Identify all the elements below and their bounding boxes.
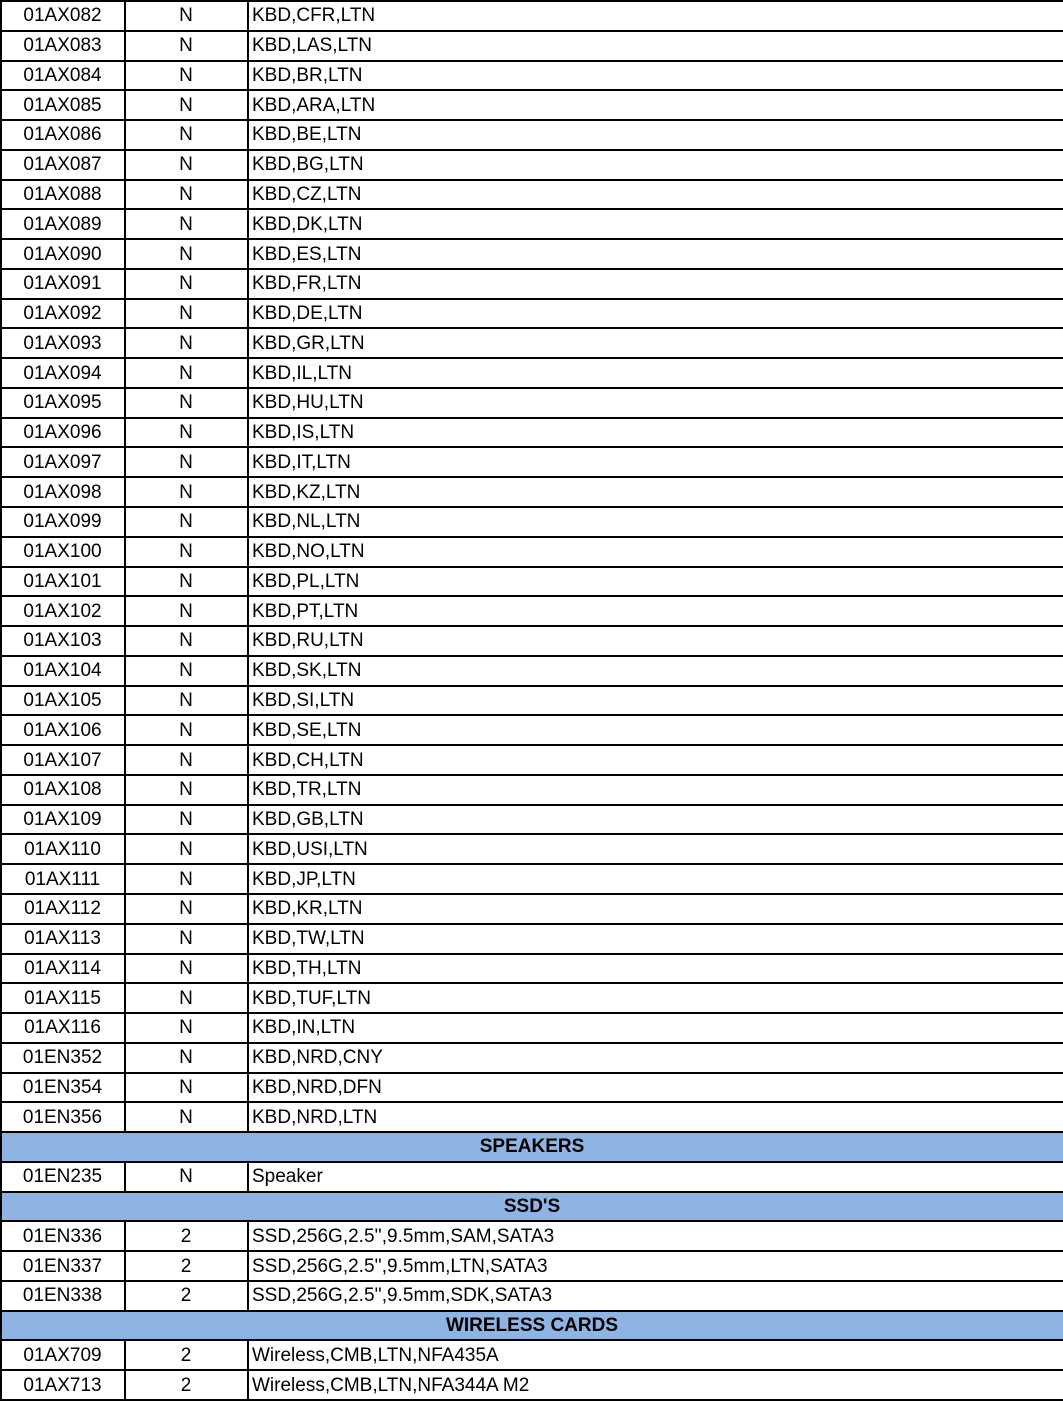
- part-number-cell: 01AX095: [1, 388, 125, 418]
- quantity-cell: N: [125, 90, 248, 120]
- part-number-cell: 01AX108: [1, 775, 125, 805]
- description-cell: SSD,256G,2.5'',9.5mm,SDK,SATA3: [248, 1281, 1063, 1311]
- description-cell: KBD,IS,LTN: [248, 418, 1063, 448]
- quantity-cell: N: [125, 626, 248, 656]
- section-title: SSD'S: [1, 1192, 1063, 1222]
- quantity-cell: N: [125, 180, 248, 210]
- description-cell: KBD,TW,LTN: [248, 924, 1063, 954]
- table-row: [1, 626, 1063, 656]
- description-cell: KBD,ARA,LTN: [248, 90, 1063, 120]
- part-number-cell: 01AX111: [1, 864, 125, 894]
- part-number-cell: 01EN356: [1, 1102, 125, 1132]
- quantity-cell: N: [125, 150, 248, 180]
- part-number-cell: 01AX107: [1, 745, 125, 775]
- part-number-cell: 01AX104: [1, 656, 125, 686]
- description-cell: KBD,DK,LTN: [248, 209, 1063, 239]
- section-header-row: [1, 1311, 1063, 1341]
- part-number-cell: 01AX097: [1, 447, 125, 477]
- description-cell: KBD,JP,LTN: [248, 864, 1063, 894]
- table-row: [1, 1013, 1063, 1043]
- quantity-cell: 2: [125, 1221, 248, 1251]
- quantity-cell: N: [125, 507, 248, 537]
- table-row: [1, 1162, 1063, 1192]
- section-title: SPEAKERS: [1, 1132, 1063, 1162]
- table-row: [1, 1, 1063, 31]
- description-cell: KBD,CZ,LTN: [248, 180, 1063, 210]
- table-row: [1, 686, 1063, 716]
- description-cell: KBD,LAS,LTN: [248, 31, 1063, 61]
- quantity-cell: N: [125, 537, 248, 567]
- part-number-cell: 01AX103: [1, 626, 125, 656]
- description-cell: KBD,BR,LTN: [248, 61, 1063, 91]
- part-number-cell: 01AX088: [1, 180, 125, 210]
- quantity-cell: N: [125, 1102, 248, 1132]
- part-number-cell: 01EN337: [1, 1251, 125, 1281]
- quantity-cell: N: [125, 269, 248, 299]
- quantity-cell: N: [125, 864, 248, 894]
- part-number-cell: 01AX087: [1, 150, 125, 180]
- description-cell: KBD,SI,LTN: [248, 686, 1063, 716]
- part-number-cell: 01AX094: [1, 358, 125, 388]
- part-number-cell: 01EN338: [1, 1281, 125, 1311]
- description-cell: KBD,GR,LTN: [248, 328, 1063, 358]
- part-number-cell: 01AX099: [1, 507, 125, 537]
- description-cell: KBD,KZ,LTN: [248, 477, 1063, 507]
- table-row: [1, 537, 1063, 567]
- quantity-cell: N: [125, 388, 248, 418]
- description-cell: Wireless,CMB,LTN,NFA344A M2: [248, 1370, 1063, 1400]
- quantity-cell: N: [125, 1073, 248, 1103]
- table-row: [1, 1281, 1063, 1311]
- table-row: [1, 239, 1063, 269]
- part-number-cell: 01AX110: [1, 834, 125, 864]
- description-cell: KBD,GB,LTN: [248, 805, 1063, 835]
- parts-table-body: [1, 1, 1063, 1400]
- quantity-cell: N: [125, 299, 248, 329]
- description-cell: KBD,DE,LTN: [248, 299, 1063, 329]
- part-number-cell: 01AX100: [1, 537, 125, 567]
- table-row: [1, 269, 1063, 299]
- table-row: [1, 328, 1063, 358]
- table-row: [1, 715, 1063, 745]
- section-header-row: [1, 1132, 1063, 1162]
- table-row: [1, 388, 1063, 418]
- part-number-cell: 01AX098: [1, 477, 125, 507]
- part-number-cell: 01EN354: [1, 1073, 125, 1103]
- part-number-cell: 01AX082: [1, 1, 125, 31]
- table-row: [1, 447, 1063, 477]
- part-number-cell: 01AX713: [1, 1370, 125, 1400]
- description-cell: KBD,PT,LTN: [248, 596, 1063, 626]
- table-row: [1, 567, 1063, 597]
- table-row: [1, 180, 1063, 210]
- quantity-cell: 2: [125, 1251, 248, 1281]
- quantity-cell: N: [125, 805, 248, 835]
- part-number-cell: 01AX101: [1, 567, 125, 597]
- quantity-cell: 2: [125, 1340, 248, 1370]
- table-row: [1, 477, 1063, 507]
- table-row: [1, 507, 1063, 537]
- description-cell: KBD,NO,LTN: [248, 537, 1063, 567]
- part-number-cell: 01AX106: [1, 715, 125, 745]
- quantity-cell: N: [125, 656, 248, 686]
- description-cell: KBD,IT,LTN: [248, 447, 1063, 477]
- part-number-cell: 01AX086: [1, 120, 125, 150]
- table-row: [1, 1043, 1063, 1073]
- description-cell: KBD,CFR,LTN: [248, 1, 1063, 31]
- section-title: WIRELESS CARDS: [1, 1311, 1063, 1341]
- quantity-cell: N: [125, 120, 248, 150]
- part-number-cell: 01AX113: [1, 924, 125, 954]
- quantity-cell: N: [125, 924, 248, 954]
- part-number-cell: 01AX092: [1, 299, 125, 329]
- table-row: [1, 954, 1063, 984]
- table-row: [1, 894, 1063, 924]
- table-row: [1, 775, 1063, 805]
- description-cell: KBD,PL,LTN: [248, 567, 1063, 597]
- part-number-cell: 01AX096: [1, 418, 125, 448]
- description-cell: KBD,IL,LTN: [248, 358, 1063, 388]
- quantity-cell: 2: [125, 1281, 248, 1311]
- description-cell: SSD,256G,2.5'',9.5mm,SAM,SATA3: [248, 1221, 1063, 1251]
- quantity-cell: N: [125, 418, 248, 448]
- part-number-cell: 01AX109: [1, 805, 125, 835]
- quantity-cell: N: [125, 1, 248, 31]
- table-row: [1, 1073, 1063, 1103]
- table-row: [1, 1370, 1063, 1400]
- quantity-cell: N: [125, 447, 248, 477]
- part-number-cell: 01AX089: [1, 209, 125, 239]
- quantity-cell: N: [125, 61, 248, 91]
- quantity-cell: N: [125, 239, 248, 269]
- quantity-cell: N: [125, 596, 248, 626]
- quantity-cell: N: [125, 31, 248, 61]
- description-cell: Speaker: [248, 1162, 1063, 1192]
- description-cell: KBD,FR,LTN: [248, 269, 1063, 299]
- table-row: [1, 745, 1063, 775]
- table-row: [1, 31, 1063, 61]
- quantity-cell: N: [125, 954, 248, 984]
- description-cell: KBD,SK,LTN: [248, 656, 1063, 686]
- table-row: [1, 1102, 1063, 1132]
- part-number-cell: 01AX085: [1, 90, 125, 120]
- description-cell: KBD,ES,LTN: [248, 239, 1063, 269]
- part-number-cell: 01EN235: [1, 1162, 125, 1192]
- quantity-cell: N: [125, 358, 248, 388]
- table-row: [1, 864, 1063, 894]
- table-row: [1, 358, 1063, 388]
- quantity-cell: N: [125, 894, 248, 924]
- description-cell: KBD,RU,LTN: [248, 626, 1063, 656]
- description-cell: KBD,BE,LTN: [248, 120, 1063, 150]
- part-number-cell: 01AX112: [1, 894, 125, 924]
- part-number-cell: 01AX091: [1, 269, 125, 299]
- description-cell: KBD,NRD,DFN: [248, 1073, 1063, 1103]
- part-number-cell: 01AX084: [1, 61, 125, 91]
- part-number-cell: 01AX105: [1, 686, 125, 716]
- part-number-cell: 01AX090: [1, 239, 125, 269]
- quantity-cell: N: [125, 1013, 248, 1043]
- quantity-cell: N: [125, 477, 248, 507]
- part-number-cell: 01EN352: [1, 1043, 125, 1073]
- description-cell: KBD,TUF,LTN: [248, 983, 1063, 1013]
- description-cell: KBD,CH,LTN: [248, 745, 1063, 775]
- quantity-cell: N: [125, 686, 248, 716]
- table-row: [1, 1340, 1063, 1370]
- description-cell: KBD,TH,LTN: [248, 954, 1063, 984]
- description-cell: KBD,HU,LTN: [248, 388, 1063, 418]
- description-cell: SSD,256G,2.5'',9.5mm,LTN,SATA3: [248, 1251, 1063, 1281]
- description-cell: KBD,NRD,LTN: [248, 1102, 1063, 1132]
- quantity-cell: N: [125, 775, 248, 805]
- table-row: [1, 120, 1063, 150]
- table-row: [1, 1251, 1063, 1281]
- table-row: [1, 61, 1063, 91]
- quantity-cell: N: [125, 834, 248, 864]
- description-cell: KBD,NL,LTN: [248, 507, 1063, 537]
- description-cell: KBD,SE,LTN: [248, 715, 1063, 745]
- table-row: [1, 299, 1063, 329]
- description-cell: KBD,IN,LTN: [248, 1013, 1063, 1043]
- part-number-cell: 01AX102: [1, 596, 125, 626]
- table-row: [1, 1221, 1063, 1251]
- part-number-cell: 01AX093: [1, 328, 125, 358]
- table-row: [1, 834, 1063, 864]
- quantity-cell: N: [125, 328, 248, 358]
- part-number-cell: 01EN336: [1, 1221, 125, 1251]
- description-cell: KBD,KR,LTN: [248, 894, 1063, 924]
- section-header-row: [1, 1192, 1063, 1222]
- description-cell: KBD,USI,LTN: [248, 834, 1063, 864]
- part-number-cell: 01AX114: [1, 954, 125, 984]
- table-row: [1, 596, 1063, 626]
- table-row: [1, 924, 1063, 954]
- quantity-cell: N: [125, 209, 248, 239]
- description-cell: KBD,BG,LTN: [248, 150, 1063, 180]
- table-row: [1, 656, 1063, 686]
- quantity-cell: N: [125, 1162, 248, 1192]
- quantity-cell: N: [125, 567, 248, 597]
- quantity-cell: 2: [125, 1370, 248, 1400]
- part-number-cell: 01AX083: [1, 31, 125, 61]
- table-row: [1, 805, 1063, 835]
- quantity-cell: N: [125, 745, 248, 775]
- table-row: [1, 418, 1063, 448]
- table-row: [1, 983, 1063, 1013]
- quantity-cell: N: [125, 983, 248, 1013]
- part-number-cell: 01AX116: [1, 1013, 125, 1043]
- description-cell: KBD,TR,LTN: [248, 775, 1063, 805]
- part-number-cell: 01AX115: [1, 983, 125, 1013]
- part-number-cell: 01AX709: [1, 1340, 125, 1370]
- table-row: [1, 150, 1063, 180]
- quantity-cell: N: [125, 1043, 248, 1073]
- quantity-cell: N: [125, 715, 248, 745]
- description-cell: Wireless,CMB,LTN,NFA435A: [248, 1340, 1063, 1370]
- table-row: [1, 209, 1063, 239]
- table-row: [1, 90, 1063, 120]
- description-cell: KBD,NRD,CNY: [248, 1043, 1063, 1073]
